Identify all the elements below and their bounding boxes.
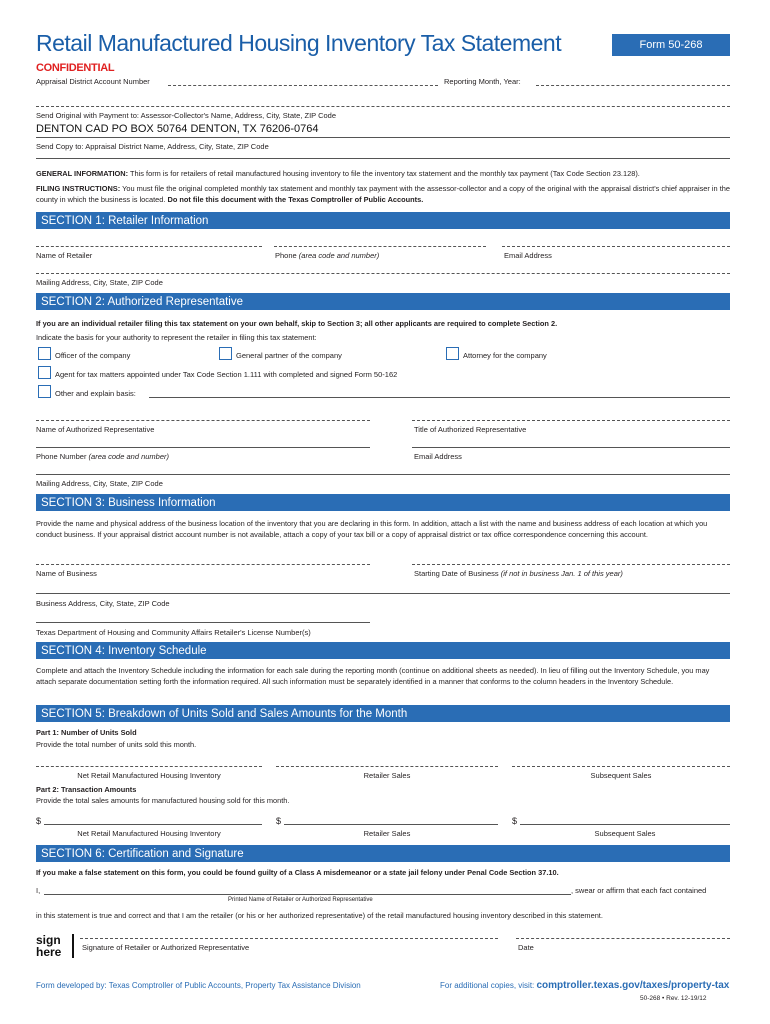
send-copy-line[interactable] — [36, 137, 730, 138]
filing-heading: FILING INSTRUCTIONS: — [36, 184, 121, 193]
agent-label: Agent for tax matters appointed under Tax Code Section 1.111 with completed and signed Form 50-162 — [55, 370, 398, 379]
rep-title-label: Title of Authorized Representative — [414, 425, 527, 434]
revision-number: 50-268 • Rev. 12-19/12 — [640, 995, 707, 1002]
section3-text: Provide the name and physical address of the business location of the inventory that you are declaring in this form. In addition, attach a list with the name and business address of each location at which you conduct business. If your appraisal district account number is not available, attach a copy of your tax bill or a copy of appraisal district or tax office correspondence concerning this account. — [36, 519, 708, 539]
retailer-mailing-label: Mailing Address, City, State, ZIP Code — [36, 278, 163, 287]
filing-warning: Do not file this document with the Texas Comptroller of Public Accounts. — [167, 195, 424, 204]
units-retailer-label: Retailer Sales — [363, 771, 411, 780]
copies-prefix: For additional copies, visit: — [440, 981, 535, 990]
rep-phone-label: Phone Number (area code and number) — [36, 452, 170, 461]
amount-retailer-field[interactable] — [284, 824, 498, 825]
header-divider — [36, 158, 730, 159]
retailer-email-label: Email Address — [504, 251, 552, 260]
reporting-month-label: Reporting Month, Year: — [444, 77, 521, 86]
date-label: Date — [518, 943, 534, 952]
retailer-phone-label: Phone (area code and number) — [275, 251, 380, 260]
other-label: Other and explain basis: — [55, 389, 136, 398]
section6-header: SECTION 6: Certification and Signature — [36, 845, 730, 862]
dollar-sign: $ — [276, 816, 282, 826]
officer-label: Officer of the company — [55, 351, 131, 360]
signature-field[interactable] — [80, 938, 498, 939]
section4-text: Complete and attach the Inventory Schedule including the information for each sale during the reporting month (continue on additional sheets as needed). In lieu of filling out the Inventory Schedule, you may attach separate documentation setting forth the information required. All such information must be separately identified in a manner that conforms to the column headers in the Inventory Schedule. — [36, 666, 710, 686]
officer-checkbox[interactable] — [38, 347, 51, 360]
form-title: Retail Manufactured Housing Inventory Tax Statement — [36, 30, 562, 56]
rep-phone-field[interactable] — [36, 447, 370, 448]
part2-title: Part 2: Transaction Amounts — [36, 785, 137, 794]
units-subsequent-field[interactable] — [512, 766, 730, 767]
sign-here-divider — [72, 934, 74, 958]
reporting-month-field[interactable] — [536, 85, 730, 86]
rep-mailing-field[interactable] — [36, 474, 730, 475]
general-info-text: This form is for retailers of retail manufactured housing inventory to file the inventory tax statement and the monthly tax payment (Tax Code Section 23.128). — [130, 169, 640, 178]
dollar-sign: $ — [512, 816, 518, 826]
filing-text: You must file the original completed monthly tax statement and monthly tax payment with the assessor-collector and a copy of the original with the appraisal district's chief appraiser in the county in which the business is located. — [36, 184, 730, 204]
send-original-label: Send Original with Payment to: Assessor-Collector's Name, Address, City, State, ZIP Code — [36, 111, 337, 120]
general-information — [36, 168, 730, 179]
other-explain-field[interactable] — [149, 397, 730, 398]
form-number-badge: Form 50-268 — [612, 34, 730, 56]
rep-name-field[interactable] — [36, 420, 370, 421]
certification-statement: in this statement is true and correct and that I am the retailer (or his or her authorized representative) of the retail manufactured housing inventory described in this statement. — [36, 911, 603, 920]
false-statement-warning: If you make a false statement on this form, you could be found guilty of a Class A misdemeanor or a state jail felony under Penal Code Section 37.10. — [36, 868, 559, 877]
rep-title-field[interactable] — [412, 420, 730, 421]
date-field[interactable] — [516, 938, 730, 939]
units-net-field[interactable] — [36, 766, 262, 767]
swear-text: , swear or affirm that each fact contained — [571, 886, 707, 895]
units-subsequent-label: Subsequent Sales — [590, 771, 652, 780]
printed-name-label: Printed Name of Retailer or Authorized Representative — [228, 897, 373, 903]
retailer-email-field[interactable] — [502, 246, 730, 247]
section3-header: SECTION 3: Business Information — [36, 494, 730, 511]
appraisal-account-field[interactable] — [168, 85, 438, 86]
general-info-heading: GENERAL INFORMATION: — [36, 169, 129, 178]
units-net-label: Net Retail Manufactured Housing Inventory — [77, 771, 221, 780]
amount-net-label: Net Retail Manufactured Housing Inventory — [77, 829, 221, 838]
section2-basis: Indicate the basis for your authority to represent the retailer in filing this tax statement: — [36, 333, 317, 342]
developed-by: Form developed by: Texas Comptroller of Public Accounts, Property Tax Assistance Division — [36, 981, 361, 990]
sign-here-marker — [36, 934, 61, 958]
dollar-sign: $ — [36, 816, 42, 826]
additional-copies — [440, 980, 729, 991]
other-checkbox[interactable] — [38, 385, 51, 398]
amount-subsequent-field[interactable] — [520, 824, 730, 825]
rep-name-label: Name of Authorized Representative — [36, 425, 155, 434]
section4-header: SECTION 4: Inventory Schedule — [36, 642, 730, 659]
filing-instructions — [36, 183, 730, 205]
retailer-name-field[interactable] — [36, 246, 262, 247]
units-retailer-field[interactable] — [276, 766, 498, 767]
sign-word: sign — [36, 933, 61, 947]
partner-checkbox[interactable] — [219, 347, 232, 360]
section1-header: SECTION 1: Retailer Information — [36, 212, 730, 229]
amount-retailer-label: Retailer Sales — [363, 829, 411, 838]
license-label: Texas Department of Housing and Community Affairs Retailer's License Number(s) — [36, 628, 311, 637]
attorney-checkbox[interactable] — [446, 347, 459, 360]
agent-checkbox[interactable] — [38, 366, 51, 379]
start-date-field[interactable] — [412, 564, 730, 565]
send-original-line[interactable] — [36, 106, 730, 107]
retailer-phone-field[interactable] — [274, 246, 486, 247]
rep-email-label: Email Address — [414, 452, 462, 461]
retailer-name-label: Name of Retailer — [36, 251, 93, 260]
business-address-field[interactable] — [36, 593, 730, 594]
rep-email-field[interactable] — [412, 447, 730, 448]
attorney-label: Attorney for the company — [463, 351, 547, 360]
send-original-value[interactable]: DENTON CAD PO BOX 50764 DENTON, TX 76206-0764 — [36, 123, 319, 135]
section2-intro: If you are an individual retailer filing this tax statement on your own behalf, skip to Section 3; all other applicants are required to complete Section 2. — [36, 319, 558, 328]
send-copy-label: Send Copy to: Appraisal District Name, Address, City, State, ZIP Code — [36, 142, 269, 151]
business-address-label: Business Address, City, State, ZIP Code — [36, 599, 170, 608]
part1-title: Part 1: Number of Units Sold — [36, 728, 137, 737]
signature-label: Signature of Retailer or Authorized Representative — [82, 943, 250, 952]
here-word: here — [36, 945, 62, 959]
i-label: I, — [36, 886, 41, 895]
business-name-label: Name of Business — [36, 569, 97, 578]
retailer-mailing-field[interactable] — [36, 273, 730, 274]
business-name-field[interactable] — [36, 564, 370, 565]
part1-text: Provide the total number of units sold this month. — [36, 740, 197, 749]
amount-net-field[interactable] — [44, 824, 262, 825]
printed-name-field[interactable] — [44, 894, 571, 895]
license-field[interactable] — [36, 622, 370, 623]
partner-label: General partner of the company — [236, 351, 342, 360]
rep-mailing-label: Mailing Address, City, State, ZIP Code — [36, 479, 163, 488]
appraisal-account-label: Appraisal District Account Number — [36, 77, 150, 86]
confidential-label: CONFIDENTIAL — [36, 62, 115, 74]
section2-header: SECTION 2: Authorized Representative — [36, 293, 730, 310]
amount-subsequent-label: Subsequent Sales — [594, 829, 656, 838]
start-date-label: Starting Date of Business (if not in business Jan. 1 of this year) — [414, 569, 623, 578]
comptroller-link[interactable]: comptroller.texas.gov/taxes/property-tax — [536, 980, 730, 991]
part2-text: Provide the total sales amounts for manufactured housing sold for this month. — [36, 796, 290, 805]
section5-header: SECTION 5: Breakdown of Units Sold and Sales Amounts for the Month — [36, 705, 730, 722]
